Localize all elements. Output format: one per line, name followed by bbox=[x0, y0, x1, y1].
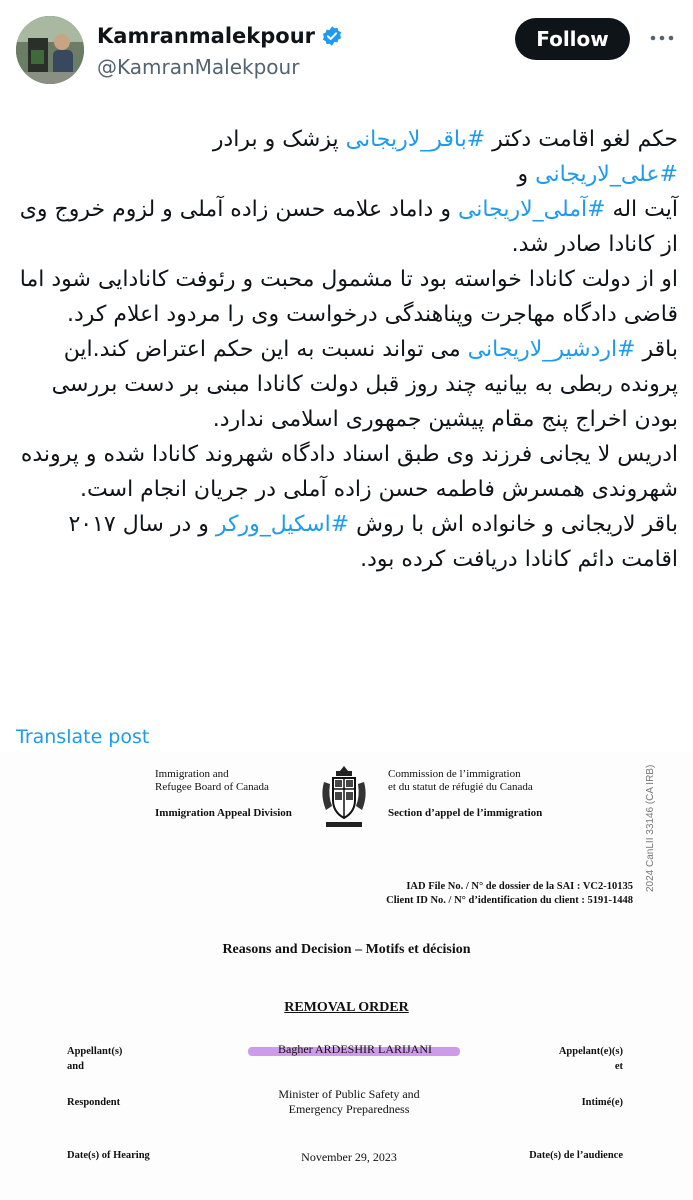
hearing-label-fr: Date(s) de l’audience bbox=[529, 1150, 623, 1161]
translate-post-link[interactable]: Translate post bbox=[16, 726, 150, 748]
verified-badge-icon bbox=[321, 25, 343, 47]
post-paragraph-3: باقر #اردشیر_لاریجانی می تواند نسبت به این حکم اعتراض کند.این پرونده ربطی به بیانیه چند روز قبل دولت کانادا مبنی بر دست بررسی بودن اخراج پنج مقام پیشین جمهوری اسلامی ندارد. bbox=[51, 337, 678, 432]
hearing-date: November 29, 2023 bbox=[301, 1150, 397, 1164]
file-numbers: IAD File No. / N° de dossier de la SAI : VC2-10135 Client ID No. / N° d’identification du client : 5191-1448 bbox=[386, 881, 633, 906]
post-paragraph-5: باقر لاریجانی و خانواده اش با روش #اسکیل_ورکر و در سال ۲۰۱۷ اقامت دائم کانادا دریافت کرده بود. bbox=[68, 512, 678, 572]
name-row bbox=[97, 24, 343, 48]
post-paragraph-1: حکم لغو اقامت دکتر #باقر_لاریجانی پزشک و برادر #علی_لاریجانی و آیت اله #آملی_لاریجانی و داماد علامه حسن زاده آملی و لزوم خروج وی از کانادا صادر شد. bbox=[19, 127, 678, 257]
hashtag-link[interactable]: #آملی_لاریجانی bbox=[457, 197, 606, 222]
post-header bbox=[0, 0, 693, 100]
canlii-citation: 2024 CanLII 33146 (CA IRB) bbox=[645, 764, 656, 892]
display-name[interactable]: Kamranmalekpour bbox=[97, 24, 316, 48]
appellant-label-en: Appellant(s) and bbox=[67, 1046, 123, 1072]
hashtag-link[interactable]: #اردشیر_لاریجانی bbox=[467, 337, 636, 362]
handle[interactable]: @KamranMalekpour bbox=[97, 55, 300, 79]
org-name-en: Immigration and Refugee Board of Canada Immigration Appeal Division bbox=[155, 768, 292, 819]
appellant-name: Bagher ARDESHIR LARIJANI bbox=[278, 1042, 432, 1056]
attached-document-image[interactable] bbox=[0, 752, 693, 1200]
appellant-label-fr: Appelant(e)(s) et bbox=[558, 1046, 623, 1072]
reasons-title: Reasons and Decision – Motifs et décision bbox=[222, 942, 471, 957]
more-dots-icon[interactable] bbox=[648, 26, 676, 50]
post-text bbox=[14, 122, 678, 577]
order-title: REMOVAL ORDER bbox=[284, 1000, 409, 1015]
respondent-label-fr: Intimé(e) bbox=[581, 1097, 623, 1108]
respondent-label-en: Respondent bbox=[67, 1097, 121, 1108]
hashtag-link[interactable]: #اسکیل_ورکر bbox=[215, 512, 350, 537]
hashtag-link[interactable]: #علی_لاریجانی bbox=[535, 162, 678, 187]
post-paragraph-2: او از دولت کانادا خواسته بود تا مشمول محبت و رئوفت کانادایی شود اما قاضی دادگاه مهاجرت وپناهندگی درخواست وی را مردود اعلام کرد. bbox=[19, 267, 678, 327]
follow-button[interactable]: Follow bbox=[515, 18, 630, 60]
respondent-name: Minister of Public Safety and Emergency Preparedness bbox=[278, 1087, 420, 1116]
avatar-image bbox=[16, 16, 84, 84]
avatar[interactable] bbox=[16, 16, 84, 84]
org-name-fr: Commission de l’immigration et du statut de réfugié du Canada Section d’appel de l’immigration bbox=[388, 768, 543, 819]
hearing-label-en: Date(s) of Hearing bbox=[67, 1150, 150, 1161]
canada-coat-of-arms-icon bbox=[318, 764, 370, 830]
post-paragraph-4: ادریس لا یجانی فرزند وی طبق اسناد دادگاه شهروند کانادا شده و پرونده شهروندی همسرش فاطمه حسن زاده آملی در جریان انجام است. bbox=[20, 442, 678, 502]
hashtag-link[interactable]: #باقر_لاریجانی bbox=[345, 127, 486, 152]
